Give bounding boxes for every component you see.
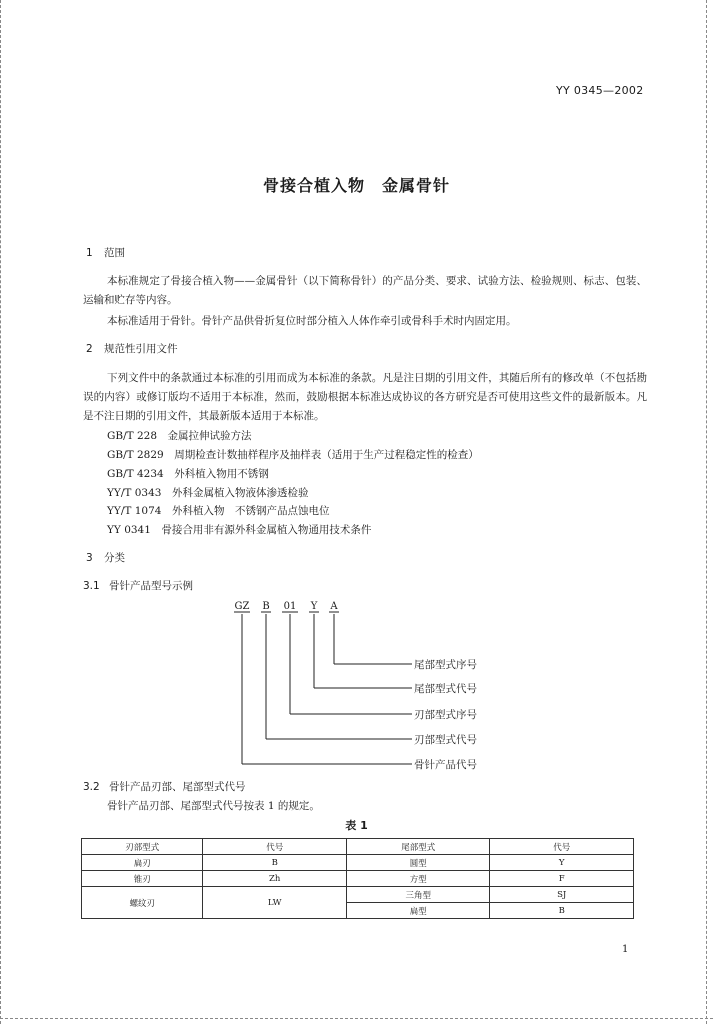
section-title: 范围 — [104, 247, 125, 259]
section-2-heading — [86, 341, 178, 356]
table-cell: 扁刃 — [82, 855, 203, 871]
code-a: A — [330, 601, 338, 612]
standard-number: YY 0345—2002 — [556, 84, 644, 97]
reference-item — [107, 428, 252, 443]
reference-name: 外科金属植入物液体渗透检验 — [171, 487, 309, 499]
table-1 — [81, 838, 634, 919]
reference-item — [107, 447, 479, 462]
table-cell: F — [490, 871, 634, 887]
label-product-code: 骨针产品代号 — [414, 759, 477, 771]
label-tail-code: 尾部型式代号 — [414, 683, 477, 695]
model-code-diagram — [230, 598, 500, 773]
table-cell: Zh — [203, 871, 347, 887]
code-01: 01 — [283, 601, 297, 612]
section-number: 3.2 — [83, 781, 100, 793]
reference-item — [107, 503, 329, 518]
table-cell: 螺纹刃 — [82, 887, 203, 919]
reference-name: 外科植入物 不锈钢产品点蚀电位 — [171, 505, 330, 517]
table-cell: SJ — [490, 887, 634, 903]
table-cell: 锥刃 — [82, 871, 203, 887]
header-cell: 尾部型式 — [346, 839, 490, 855]
page-edge-bottom — [0, 1018, 713, 1020]
section-1-heading — [86, 245, 125, 260]
reference-item — [107, 485, 308, 500]
table-row — [82, 855, 634, 871]
table-cell: 方型 — [346, 871, 490, 887]
section-3-2-paragraph: 骨针产品刃部、尾部型式代号按表 1 的规定。 — [107, 800, 320, 812]
reference-name: 周期检查计数抽样程序及抽样表（适用于生产过程稳定性的检查） — [174, 449, 479, 461]
table-cell: 扁型 — [346, 903, 490, 919]
section-number: 3.1 — [83, 580, 100, 592]
table-cell: Y — [490, 855, 634, 871]
header-cell: 刃部型式 — [82, 839, 203, 855]
section-1-paragraph-1: 本标准规定了骨接合植入物——金属骨针（以下简称骨针）的产品分类、要求、试验方法、检验规则、标志、包装、运输和贮存等内容。 — [83, 275, 647, 306]
header-cell: 代号 — [490, 839, 634, 855]
reference-item — [107, 466, 269, 481]
header-cell: 代号 — [203, 839, 347, 855]
table-row — [82, 887, 634, 903]
reference-code: GB/T 228 — [107, 430, 158, 442]
code-y: Y — [310, 601, 318, 612]
table-cell: 圆型 — [346, 855, 490, 871]
table-row — [82, 871, 634, 887]
table-caption: 表 1 — [345, 819, 368, 832]
table-cell: 三角型 — [346, 887, 490, 903]
table-header-row — [82, 839, 634, 855]
section-title: 骨针产品刃部、尾部型式代号 — [109, 781, 246, 793]
section-2-paragraph-1: 下列文件中的条款通过本标准的引用而成为本标准的条款。凡是注日期的引用文件，其随后所有的修改单（不包括勘误的内容）或修订版均不适用于本标准，然而，鼓励根据本标准达成协议的各方研究是否可使用这些文件的最新版本。凡是不注日期的引用文件，其最新版本适用于本标准。 — [83, 372, 647, 422]
reference-code: GB/T 2829 — [107, 449, 164, 461]
page-edge-right — [706, 0, 709, 1024]
reference-code: YY 0341 — [107, 524, 151, 536]
section-number: 3 — [86, 552, 93, 564]
section-3-2-heading — [83, 779, 246, 794]
page-number: 1 — [622, 944, 629, 955]
code-b: B — [262, 601, 270, 612]
label-blade-code: 刃部型式代号 — [414, 734, 477, 746]
page-edge-left — [0, 0, 3, 1024]
section-3-1-heading — [83, 578, 193, 593]
document-title: 骨接合植入物 金属骨针 — [262, 176, 450, 195]
reference-name: 骨接合用非有源外科金属植入物通用技术条件 — [161, 524, 372, 536]
section-title: 骨针产品型号示例 — [109, 580, 193, 592]
section-number: 1 — [86, 247, 93, 259]
label-blade-seq: 刃部型式序号 — [414, 709, 477, 721]
section-number: 2 — [86, 343, 93, 355]
table-cell: B — [490, 903, 634, 919]
reference-name: 金属拉伸试验方法 — [167, 430, 252, 442]
reference-code: YY/T 1074 — [107, 505, 162, 517]
reference-code: GB/T 4234 — [107, 468, 164, 480]
section-3-heading — [86, 550, 125, 565]
code-gz: GZ — [234, 601, 250, 612]
reference-code: YY/T 0343 — [107, 487, 162, 499]
section-title: 分类 — [104, 552, 125, 564]
section-1-paragraph-2: 本标准适用于骨针。骨针产品供骨折复位时部分植入人体作牵引或骨科手术时内固定用。 — [107, 315, 517, 327]
section-title: 规范性引用文件 — [104, 343, 178, 355]
label-tail-seq: 尾部型式序号 — [414, 659, 477, 671]
table-cell: LW — [203, 887, 347, 919]
table-cell: B — [203, 855, 347, 871]
reference-name: 外科植入物用不锈钢 — [174, 468, 269, 480]
reference-item — [107, 522, 371, 537]
